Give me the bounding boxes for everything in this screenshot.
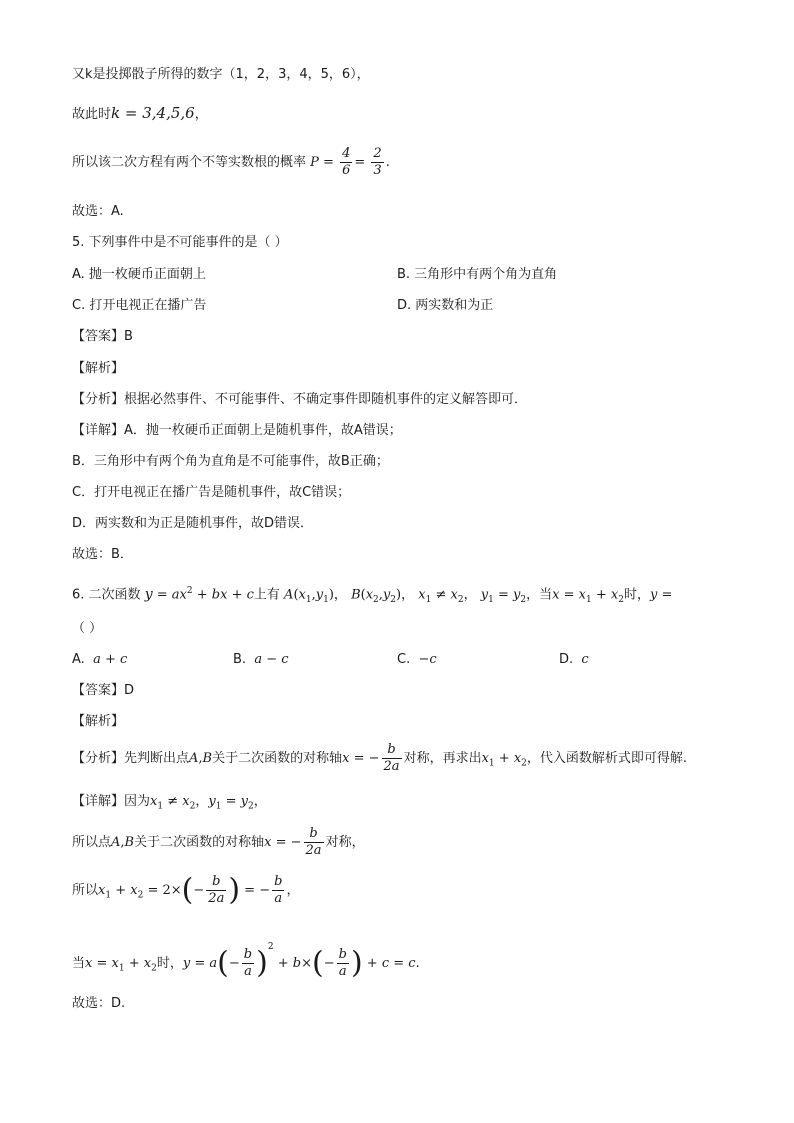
fraction-four-sixths: $\frac{4}{6}$ <box>342 146 351 178</box>
xiangjie-6: 【详解】因为$x_1 \ne x_2$，$y_1 = y_2$， <box>72 794 267 812</box>
option-5c: C. 打开电视正在播广告 <box>72 298 207 313</box>
option-6a: A. a + c <box>72 652 128 667</box>
question-6-paren: （ ） <box>72 621 103 636</box>
k-dice-text: 又k是投掷骰子所得的数字（1，2，3，4，5，6）， <box>72 67 370 82</box>
xiangjie-5-d: D．两实数和为正是随机事件，故D错误． <box>72 516 314 531</box>
option-6b: B. a − c <box>233 652 289 667</box>
select-5: 故选：B． <box>72 547 133 562</box>
step-6-2: 所以$x_1 + x_2 = 2\times(-$ $\frac{b}{2a}$ ) = − $\frac{b}{a}$ ， <box>72 872 300 908</box>
text-line-k-values <box>72 104 208 124</box>
xiangjie-5-c: C．打开电视正在播广告是随机事件，故C错误； <box>72 485 351 500</box>
fraction-two-thirds: $\frac{2}{3}$ <box>373 146 382 178</box>
xiangjie-5-a: 【详解】A．抛一枚硬币正面朝上是随机事件，故A错误； <box>72 423 402 438</box>
k-values-prefix: 故此时 <box>72 107 112 122</box>
text-line-probability: 所以该二次方程有两个不等实数根的概率 P = $\frac{4}{6}$ = $\frac{2}{3}$ . <box>72 146 390 178</box>
question-6: 6. 二次函数 $y = ax^2$ + bx + c上有 $A(x_1,y_1)$， $B(x_2,y_2)$， $x_1 \ne x_2$， $y_1 = y_2$，当$x = x_1 + x_2$时，y = <box>72 586 673 605</box>
jiexi-6: 【解析】 <box>72 714 125 729</box>
option-5b: B. 三角形中有两个角为直角 <box>397 267 558 282</box>
answer-select-a: 故选：A. <box>72 204 124 219</box>
k-values-suffix: ， <box>194 107 208 122</box>
answer-6: 【答案】D <box>72 683 135 698</box>
step-6-1: 所以点A,B关于二次函数的对称轴x = − $\frac{b}{2a}$ 对称， <box>72 826 365 858</box>
option-5d: D. 两实数和为正 <box>397 298 494 313</box>
xiangjie-5-b: B．三角形中有两个角为直角是不可能事件，故B正确； <box>72 454 389 469</box>
fenxi-5: 【分析】根据必然事件、不可能事件、不确定事件即随机事件的定义解答即可． <box>72 392 528 407</box>
question-5: 5. 下列事件中是不可能事件的是（ ） <box>72 235 288 250</box>
k-values-math: k = 3,4,5,6 <box>111 104 195 122</box>
option-6d: D. c <box>559 652 589 667</box>
jiexi-5: 【解析】 <box>72 361 125 376</box>
step-6-3: 当$x = x_1 + x_2$时，y = a(− $\frac{b}{a}$ )$^2$ + b×(− $\frac{b}{a}$ ) + c = c. <box>72 942 420 981</box>
probability-symbol: P <box>310 155 319 170</box>
option-6c: C. −c <box>397 652 437 667</box>
fenxi-6: 【分析】先判断出点A,B关于二次函数的对称轴x = − $\frac{b}{2a}$ 对称，再求出$x_1 + x_2$，代入函数解析式即可得解. <box>72 742 688 774</box>
probability-prefix: 所以该二次方程有两个不等实数根的概率 <box>72 155 307 170</box>
text-line-k-dice <box>72 66 370 84</box>
option-5a: A. 抛一枚硬币正面朝上 <box>72 267 206 282</box>
answer-5: 【答案】B <box>72 329 133 344</box>
select-6: 故选：D. <box>72 996 126 1011</box>
